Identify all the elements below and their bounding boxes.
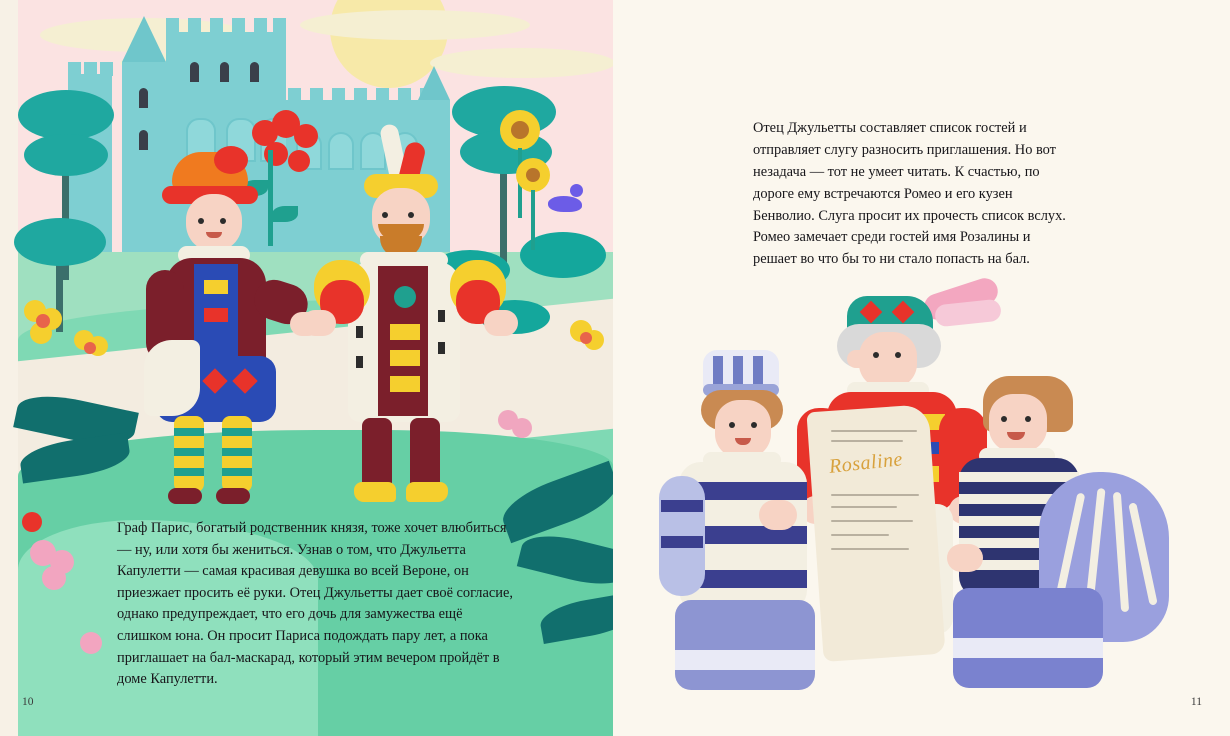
- bird-icon: [570, 184, 583, 197]
- page-number-left: 10: [22, 696, 34, 708]
- tree-icon: [18, 90, 114, 140]
- right-page: [613, 0, 1230, 736]
- benvolio-figure: [953, 376, 1163, 696]
- left-page-caption: Граф Парис, богатый родственник князя, тоже хочет влюбиться — ну, или хотя бы жениться. Узнав о том, что Джульетта Капулетти — самая красивая девушка во всей Вероне, он приезжает просить её руки. Отец Джульетты дает своё согласие, однако предупреждает, что его дочь для замужества ещё слишком юна. Он просит Париса подождать пару лет, а пока приглашает на бал-маскарад, который этим вечером пройдёт в доме Капулетти.: [117, 520, 513, 688]
- page-number-right: 11: [1190, 696, 1202, 708]
- count-paris-figure: [150, 140, 330, 520]
- tree-icon: [14, 218, 106, 266]
- left-page: [0, 0, 613, 736]
- romeo-figure: [663, 350, 863, 690]
- bird-icon: [548, 196, 582, 212]
- scroll-name-text: Rosaline: [828, 448, 904, 478]
- cloud-icon: [430, 48, 613, 78]
- tree-icon: [24, 134, 108, 176]
- right-page-caption: Отец Джульетты составляет список гостей и отправляет слугу разносить приглашения. Но вот незадача — тот не умеет читать. К счастью, по дороге ему встречаются Ромео и его кузен Бенволио. Слуга просит их прочесть список вслух. Ромео замечает среди гостей имя Розалины и решает во что бы то ни стало попасть на бал.: [753, 120, 1066, 268]
- lord-capulet-figure: [318, 130, 518, 520]
- right-illustration: [653, 290, 1193, 690]
